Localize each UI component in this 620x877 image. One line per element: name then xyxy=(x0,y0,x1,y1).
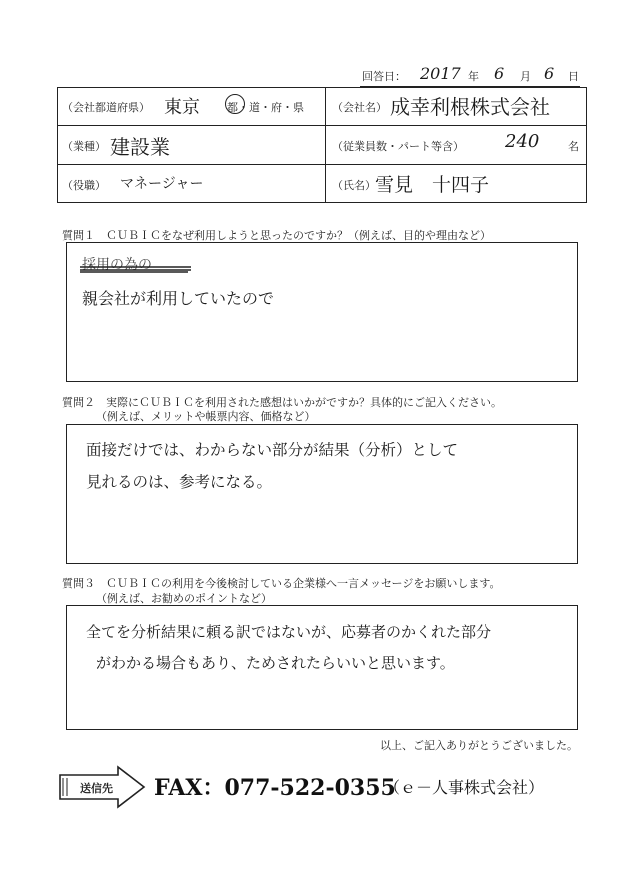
answer-year: 2017 xyxy=(420,64,461,83)
send-label: 送信先 xyxy=(80,782,113,795)
q1-answer: 親会社が利用していたので xyxy=(82,289,275,308)
prefecture-label: （会社都道府県） xyxy=(62,101,150,114)
employees-value: 240 xyxy=(505,131,540,152)
scribble-strike-icon xyxy=(78,264,193,274)
position-label: （役職） xyxy=(62,179,106,192)
prefecture-suffix: 都・道・府・県 xyxy=(227,101,304,114)
position-value: マネージャー xyxy=(120,176,204,192)
prefecture-circle xyxy=(225,94,245,114)
q2-question-sub: （例えば、メリットや帳票内容、価格など） xyxy=(96,410,316,423)
employees-label: （従業員数・パート等含） xyxy=(332,140,464,153)
q3-answer-line2: がわかる場合もあり、ためされたらいいと思います。 xyxy=(96,654,455,672)
send-arrow xyxy=(58,765,148,809)
industry-value: 建設業 xyxy=(110,135,170,159)
fax-company: （ｅ－人事株式会社） xyxy=(384,778,545,797)
fax-number: FAX：077-522-0355 xyxy=(154,775,396,801)
answer-month: 6 xyxy=(494,64,505,83)
q1-strike-scribble xyxy=(78,259,193,269)
answer-day: 6 xyxy=(544,64,555,83)
answer-date xyxy=(362,64,592,86)
answer-date-label: 回答日： xyxy=(362,70,406,83)
q1-struck-text: 採用の為の xyxy=(82,257,152,273)
prefecture-value: 東京 xyxy=(164,97,200,118)
q3-answer-line1: 全てを分析結果に頼る訳ではないが、応募者のかくれた部分 xyxy=(86,623,492,641)
company-label: （会社名） xyxy=(332,101,387,114)
q2-question: 質問２ 実際にＣＵＢＩＣを利用された感想はいかがですか？具体的にご記入ください。 xyxy=(62,396,502,409)
thanks-message: 以上、ご記入ありがとうございました。 xyxy=(380,739,578,752)
month-unit: 月 xyxy=(520,70,531,83)
q1-question: 質問１ ＣＵＢＩＣをなぜ利用しようと思ったのですか？（例えば、目的や理由など） xyxy=(62,229,491,242)
info-row-divider-2 xyxy=(57,164,587,165)
name-value: 雪見 十四子 xyxy=(375,174,490,196)
info-row-divider-1 xyxy=(57,125,587,126)
q2-answer-line2: 見れるのは、参考になる。 xyxy=(86,473,273,491)
employees-unit: 名 xyxy=(568,140,579,153)
q2-answer-line1: 面接だけでは、わからない部分が結果（分析）として xyxy=(86,441,459,459)
q3-question: 質問３ ＣＵＢＩＣの利用を今後検討している企業様へ一言メッセージをお願いします。 xyxy=(62,577,501,590)
company-value: 成幸利根株式会社 xyxy=(390,95,550,119)
day-unit: 日 xyxy=(568,70,579,83)
year-unit: 年 xyxy=(468,70,479,83)
info-table-divider xyxy=(325,87,326,203)
name-label: （氏名） xyxy=(332,179,376,192)
q3-question-sub: （例えば、お勧めのポイントなど） xyxy=(96,592,272,605)
industry-label: （業種） xyxy=(62,140,106,153)
